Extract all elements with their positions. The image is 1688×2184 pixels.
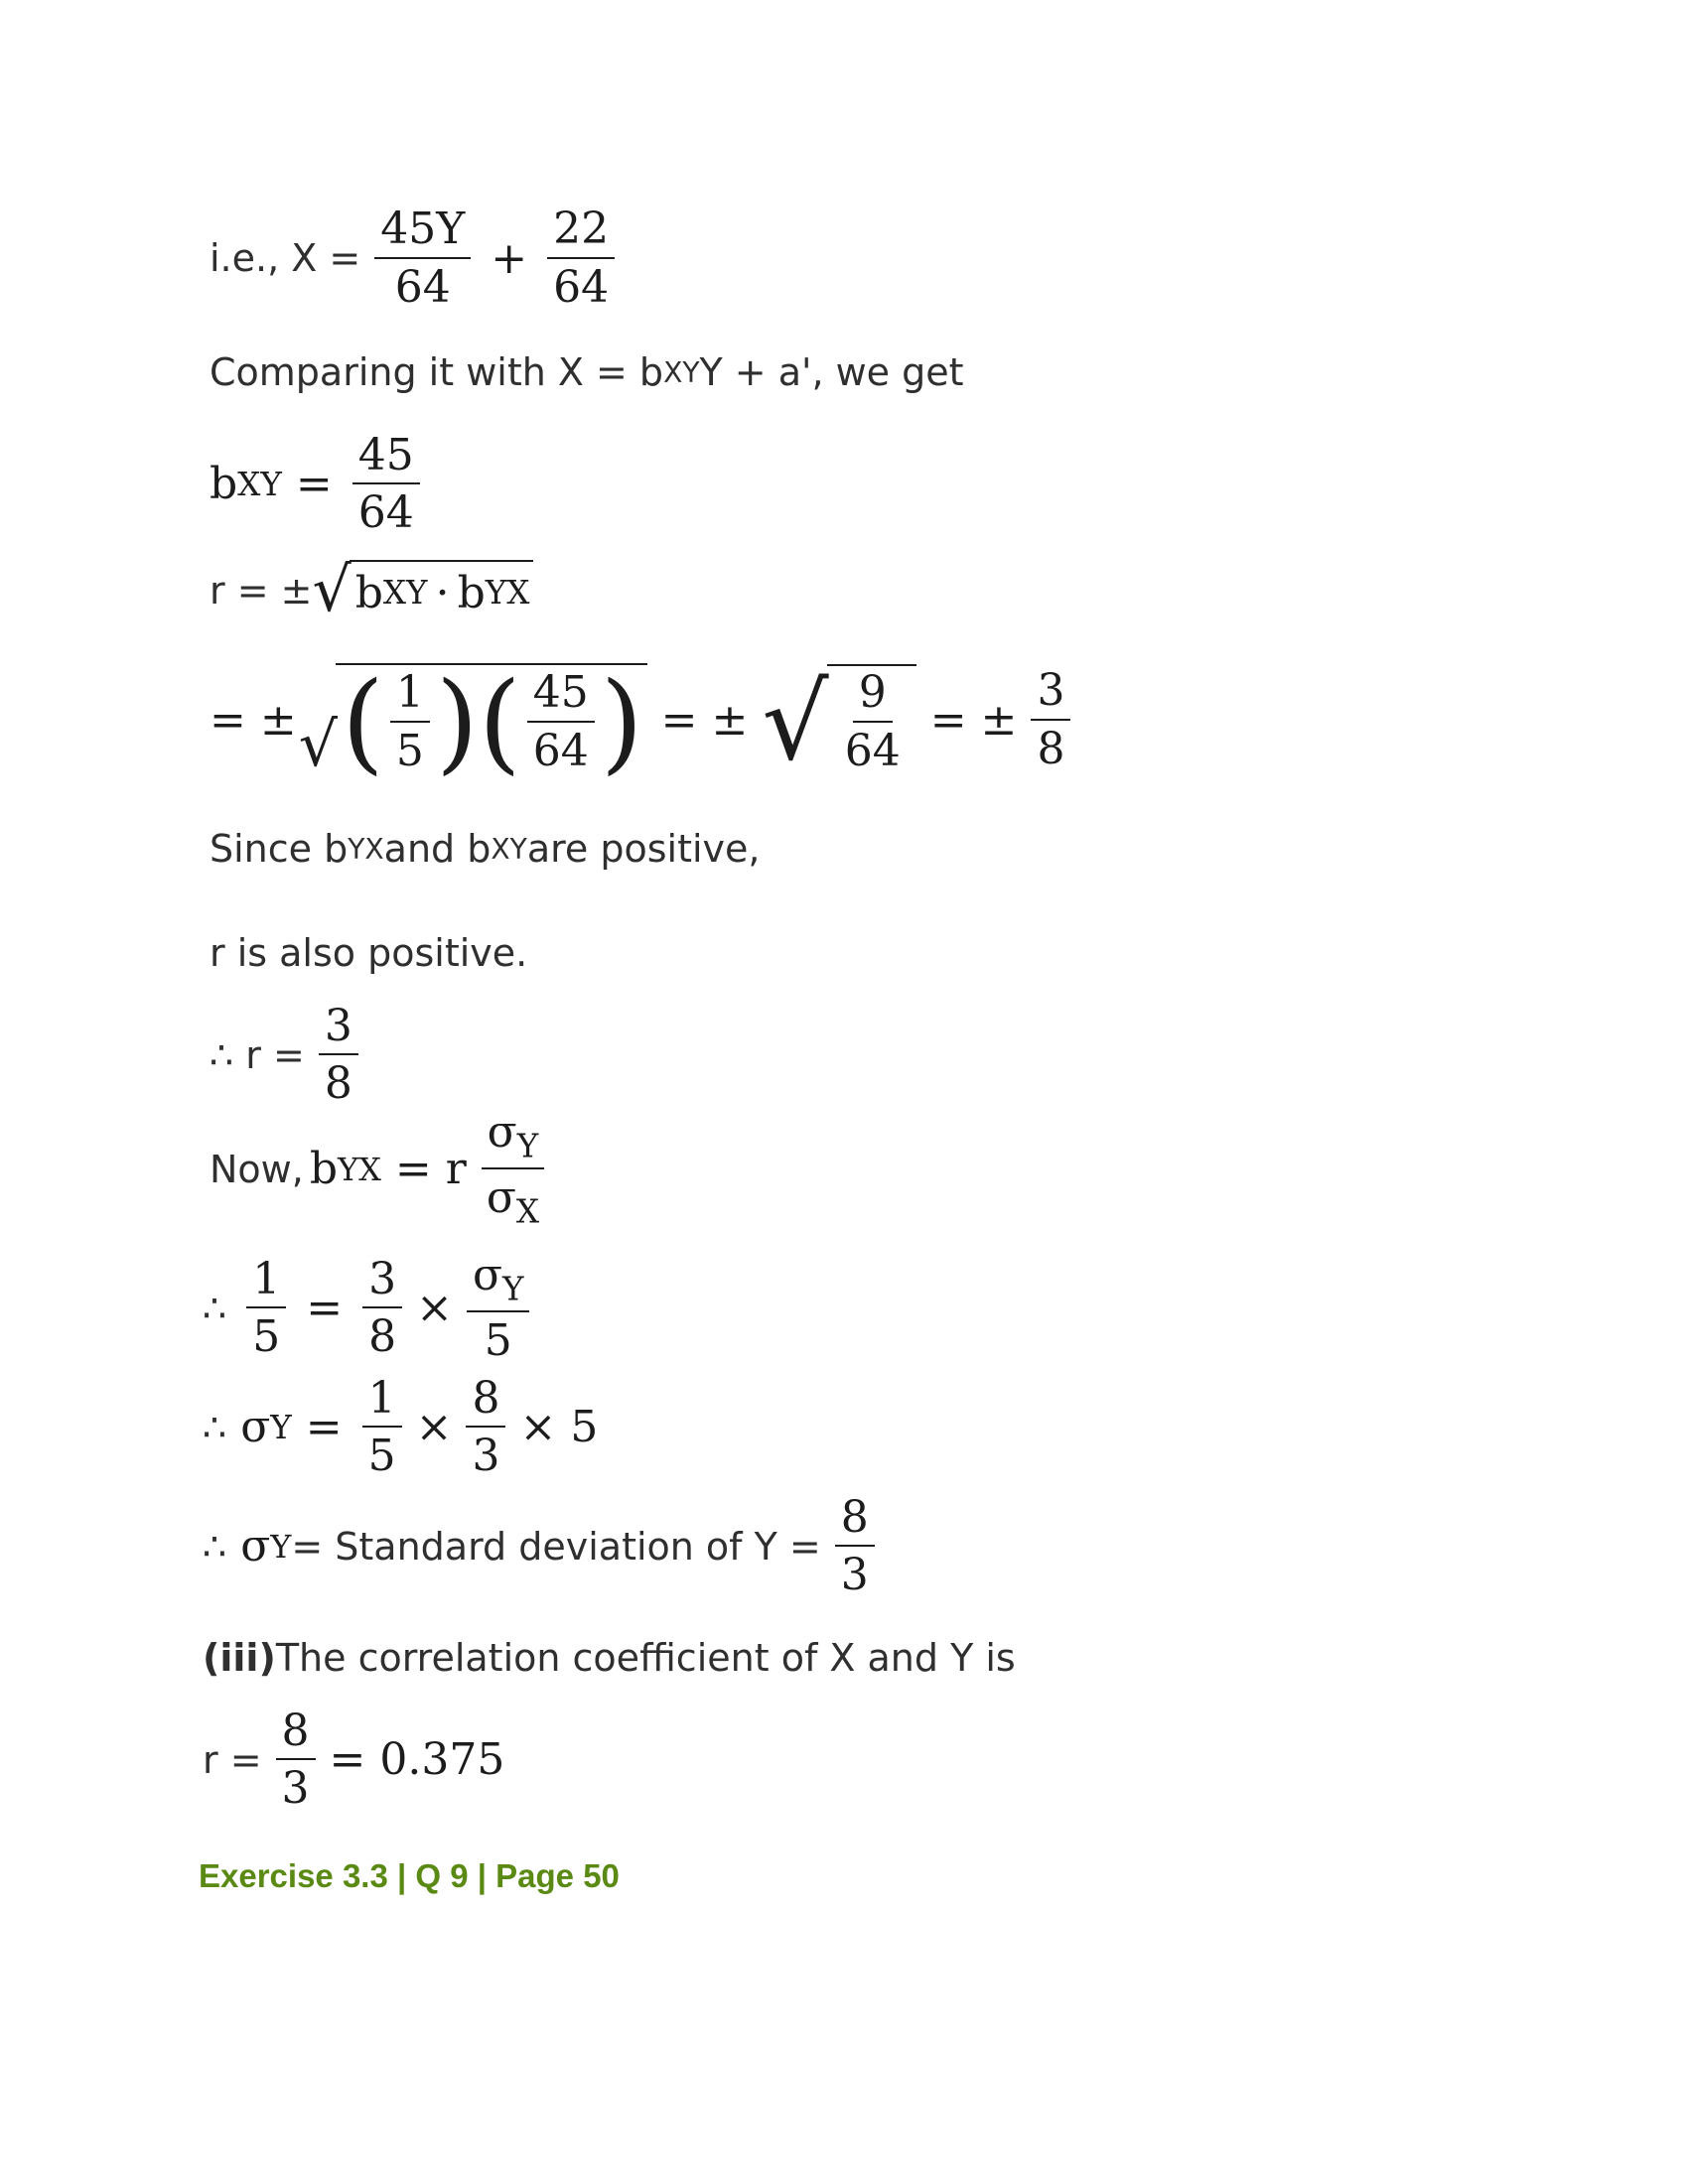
denominator: 5 — [367, 1431, 396, 1481]
subscript: X — [515, 1192, 540, 1231]
subscript: Y — [501, 1270, 524, 1308]
text-part: Comparing it with X = b — [210, 350, 664, 394]
exercise-reference — [199, 1852, 620, 1900]
equals-operator: = — [306, 1283, 344, 1333]
plus-minus-operator: = ± — [929, 694, 1018, 746]
fraction — [481, 1108, 545, 1230]
equation-prefix: r = — [203, 1737, 262, 1782]
denominator: 3 — [281, 1763, 310, 1814]
therefore-symbol: ∴ — [203, 1286, 227, 1330]
times-operator: × — [415, 1402, 453, 1452]
text-part: are positive, — [526, 827, 761, 871]
equation-r-formula — [210, 556, 533, 625]
denominator: 3 — [472, 1431, 500, 1481]
numerator: 8 — [276, 1706, 316, 1760]
plus-minus-operator: = ± — [660, 694, 749, 746]
equation-r-value — [210, 998, 364, 1112]
times-operator: × — [416, 1283, 453, 1333]
equation-prefix: i.e., X = — [210, 236, 361, 280]
numerator: 22 — [547, 205, 615, 258]
plus-minus-operator: = ± — [210, 694, 297, 746]
equation-bxy — [210, 427, 426, 541]
denominator: 3 — [840, 1550, 869, 1600]
radicand — [827, 664, 916, 775]
radicand — [350, 560, 534, 621]
text-part: r is also positive. — [210, 931, 528, 975]
denominator: 5 — [252, 1311, 281, 1362]
denominator — [481, 1169, 545, 1230]
variable-b: b — [354, 567, 383, 618]
numerator: 1 — [362, 1374, 402, 1428]
subscript: Y — [270, 1527, 292, 1566]
subscript: XY — [491, 832, 527, 866]
equals-operator: = — [295, 459, 333, 509]
fraction — [246, 1255, 286, 1362]
equation-prefix: r = ± — [210, 569, 313, 613]
part-iii-heading — [203, 1628, 1016, 1688]
standard-deviation-result — [203, 1489, 881, 1603]
fraction — [352, 431, 420, 538]
denominator: 8 — [324, 1058, 352, 1109]
numerator: 3 — [319, 1002, 358, 1055]
numerator: 45Y — [374, 205, 471, 258]
sigma: σ — [487, 1107, 517, 1159]
numerator: 45 — [352, 431, 420, 484]
denominator: 64 — [532, 725, 589, 776]
fraction — [839, 668, 907, 775]
positivity-statement — [210, 819, 760, 879]
fraction — [362, 1374, 402, 1481]
variable-b: b — [457, 567, 486, 618]
equation-substitution — [203, 1251, 535, 1365]
fraction — [362, 1255, 402, 1362]
subscript: XY — [663, 355, 700, 389]
fraction — [1031, 666, 1070, 773]
denominator: 64 — [553, 261, 610, 313]
numerator — [482, 1108, 545, 1169]
text-part: Since b — [210, 827, 349, 871]
subscript: YX — [348, 832, 384, 866]
exercise-reference-text: Exercise 3.3 | Q 9 | Page 50 — [199, 1857, 620, 1894]
subscript: XY — [237, 465, 282, 503]
equals-operator: = r — [394, 1144, 467, 1194]
subscript: YX — [338, 1150, 381, 1188]
equation-r-final — [203, 1703, 504, 1817]
dot-operator: · — [435, 567, 450, 618]
equals-operator: = — [305, 1402, 343, 1452]
numerator: 1 — [390, 668, 430, 722]
text-part: = Standard deviation of Y = — [291, 1524, 821, 1569]
result-value: = 0.375 — [329, 1734, 505, 1785]
right-paren: ) — [435, 658, 479, 785]
numerator — [467, 1251, 530, 1312]
denominator: 8 — [1037, 723, 1065, 774]
comparison-text — [210, 342, 964, 402]
numerator: 9 — [853, 668, 893, 722]
equation-sigma-y — [203, 1370, 606, 1484]
therefore-symbol: ∴ — [203, 1405, 227, 1449]
subscript: YX — [485, 574, 530, 612]
left-paren: ( — [341, 658, 384, 785]
sigma: σ — [486, 1172, 516, 1223]
text-part: The correlation coefficient of X and Y is — [275, 1636, 1016, 1680]
r-positive-statement — [210, 923, 527, 983]
square-root — [762, 661, 915, 784]
square-root — [298, 658, 647, 785]
fraction — [466, 1374, 505, 1481]
numerator: 3 — [1031, 666, 1070, 720]
sigma: σ — [240, 1521, 271, 1571]
text-part: Y + a', we get — [699, 350, 964, 394]
numerator: 8 — [835, 1493, 875, 1547]
radical-sign: √ — [312, 554, 352, 626]
fraction — [319, 1002, 358, 1109]
numerator: 45 — [527, 668, 595, 722]
square-root — [312, 554, 533, 626]
denominator: 8 — [368, 1311, 397, 1362]
denominator: 5 — [395, 725, 424, 776]
part-label: (iii) — [203, 1636, 276, 1680]
times-operator: × 5 — [519, 1402, 599, 1452]
radicand — [336, 658, 647, 785]
fraction — [835, 1493, 875, 1600]
fraction — [467, 1251, 530, 1365]
fraction — [390, 668, 430, 775]
plus-operator: + — [491, 232, 528, 284]
left-paren: ( — [478, 658, 521, 785]
numerator: 1 — [246, 1255, 286, 1308]
denominator: 64 — [357, 487, 414, 538]
numerator: 3 — [362, 1255, 402, 1308]
fraction — [547, 205, 615, 312]
equation-r-computation — [210, 645, 1076, 794]
variable-b: b — [210, 459, 238, 509]
subscript: Y — [516, 1127, 539, 1165]
text-part: Now, — [210, 1147, 304, 1191]
equation-prefix: ∴ r = — [210, 1032, 305, 1077]
therefore-symbol: ∴ — [203, 1524, 227, 1569]
right-paren: ) — [600, 658, 643, 785]
fraction — [276, 1706, 316, 1814]
denominator: 5 — [484, 1314, 512, 1366]
sigma: σ — [472, 1249, 502, 1300]
variable-b: b — [309, 1144, 339, 1194]
sigma: σ — [240, 1402, 271, 1452]
equation-x-regression — [210, 204, 621, 313]
equation-byx-formula — [210, 1107, 551, 1231]
fraction — [374, 205, 471, 312]
denominator: 64 — [844, 725, 901, 776]
subscript: XY — [382, 574, 428, 612]
numerator: 8 — [466, 1374, 505, 1428]
text-part: and b — [383, 827, 492, 871]
denominator: 64 — [394, 261, 451, 313]
radical-sign: √ — [298, 709, 338, 781]
radical-sign: √ — [762, 661, 829, 784]
subscript: Y — [270, 1408, 292, 1446]
fraction — [527, 668, 595, 775]
